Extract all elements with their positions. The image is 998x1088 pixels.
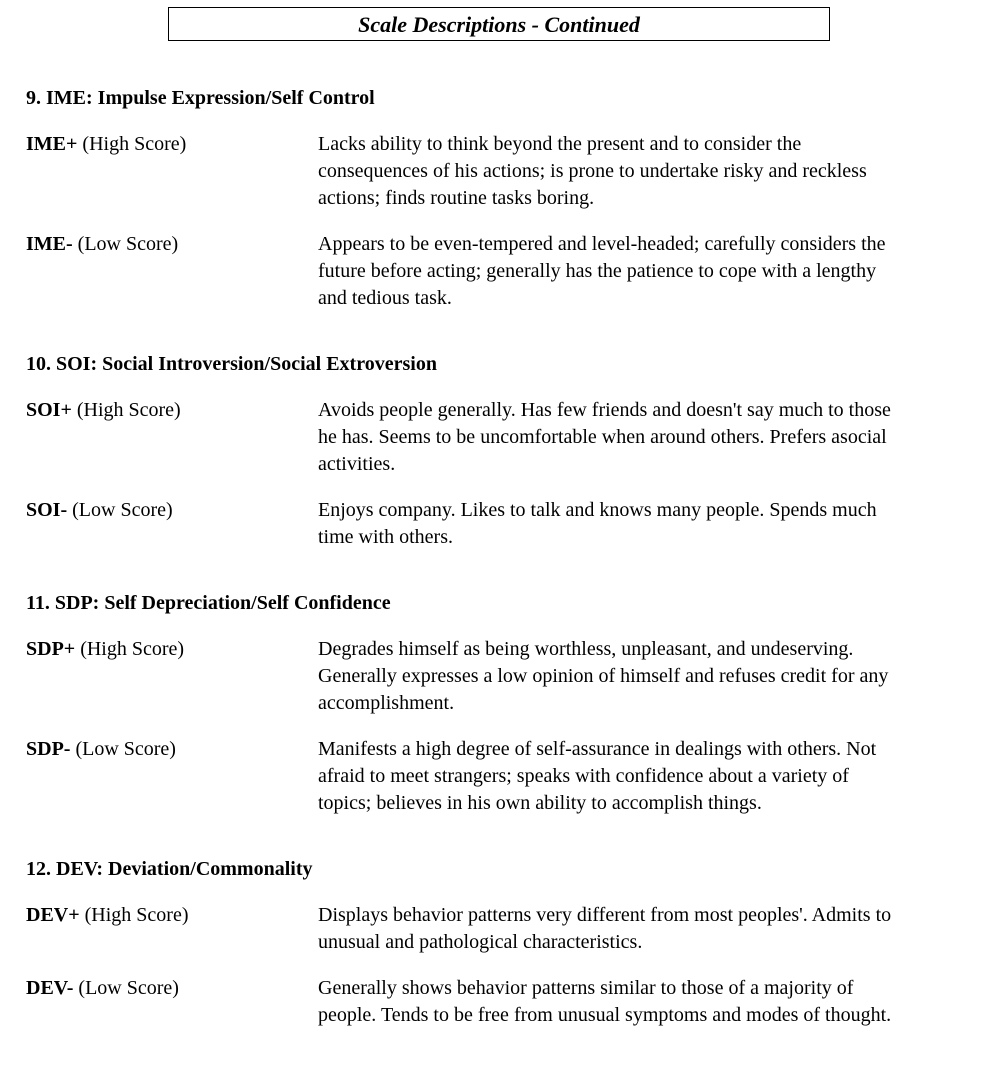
score-label — [26, 497, 173, 524]
score-type: (Low Score) — [70, 738, 176, 760]
score-label — [26, 975, 179, 1002]
scale-description — [318, 902, 978, 956]
description-line: consequences of his actions; is prone to undertake risky and reckless — [318, 160, 867, 182]
score-type: (High Score) — [79, 904, 189, 926]
score-label — [26, 902, 188, 929]
scale-description — [318, 636, 978, 717]
scale-code: IME+ — [26, 133, 78, 155]
score-label — [26, 636, 184, 663]
page-title: Scale Descriptions - Continued — [168, 7, 830, 41]
description-line: afraid to meet strangers; speaks with confidence about a variety of — [318, 765, 849, 787]
scale-code: SOI+ — [26, 399, 72, 421]
scale-code: SDP+ — [26, 638, 76, 660]
score-type: (Low Score) — [67, 499, 173, 521]
score-type: (Low Score) — [73, 977, 179, 999]
score-type: (High Score) — [75, 638, 185, 660]
description-line: Enjoys company. Likes to talk and knows many people. Spends much — [318, 499, 877, 521]
description-line: topics; believes in his own ability to accomplish things. — [318, 792, 762, 814]
scale-description — [318, 497, 978, 551]
description-line: time with others. — [318, 526, 453, 548]
description-line: Avoids people generally. Has few friends and doesn't say much to those — [318, 399, 891, 421]
score-label — [26, 736, 176, 763]
description-line: Appears to be even-tempered and level-headed; carefully considers the — [318, 233, 886, 255]
description-line: future before acting; generally has the patience to cope with a lengthy — [318, 260, 877, 282]
score-label — [26, 231, 178, 258]
description-line: Generally shows behavior patterns similar to those of a majority of — [318, 977, 854, 999]
section-heading: 11. SDP: Self Depreciation/Self Confidence — [26, 592, 391, 614]
description-line: Generally expresses a low opinion of himself and refuses credit for any — [318, 665, 889, 687]
scale-code: DEV+ — [26, 904, 80, 926]
description-line: activities. — [318, 453, 396, 475]
description-line: and tedious task. — [318, 287, 452, 309]
section-heading: 10. SOI: Social Introversion/Social Extroversion — [26, 353, 437, 375]
section-heading: 9. IME: Impulse Expression/Self Control — [26, 87, 375, 109]
scale-description — [318, 975, 978, 1029]
scale-description — [318, 397, 978, 478]
scale-description — [318, 231, 978, 312]
description-line: unusual and pathological characteristics. — [318, 931, 643, 953]
section-heading: 12. DEV: Deviation/Commonality — [26, 858, 313, 880]
score-type: (High Score) — [77, 133, 187, 155]
score-type: (High Score) — [71, 399, 181, 421]
description-line: accomplishment. — [318, 692, 455, 714]
scale-code: SDP- — [26, 738, 71, 760]
description-line: people. Tends to be free from unusual symptoms and modes of thought. — [318, 1004, 892, 1026]
description-line: actions; finds routine tasks boring. — [318, 187, 595, 209]
description-line: he has. Seems to be uncomfortable when around others. Prefers asocial — [318, 426, 887, 448]
scale-description — [318, 736, 978, 817]
description-line: Degrades himself as being worthless, unpleasant, and undeserving. — [318, 638, 854, 660]
scale-code: DEV- — [26, 977, 74, 999]
scale-description — [318, 131, 978, 212]
scale-code: IME- — [26, 233, 73, 255]
description-line: Lacks ability to think beyond the present and to consider the — [318, 133, 802, 155]
description-line: Manifests a high degree of self-assurance in dealings with others. Not — [318, 738, 877, 760]
scale-code: SOI- — [26, 499, 68, 521]
score-label — [26, 131, 186, 158]
score-label — [26, 397, 181, 424]
score-type: (Low Score) — [72, 233, 179, 255]
description-line: Displays behavior patterns very different from most peoples'. Admits to — [318, 904, 892, 926]
